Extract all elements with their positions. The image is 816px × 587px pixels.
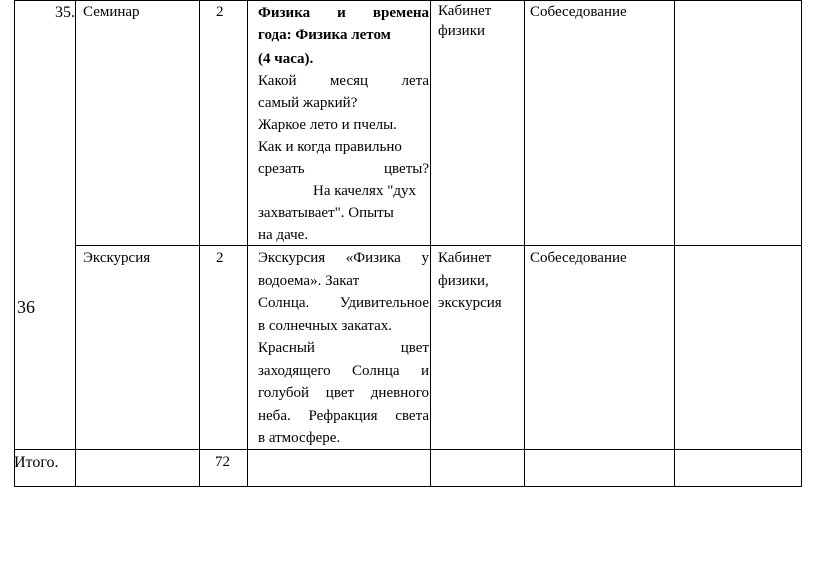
- total-label: Итого.: [14, 454, 59, 471]
- topic-title-line: года: Физика летом: [258, 27, 391, 43]
- topic-line: захватывает". Опыты: [258, 205, 394, 221]
- topic-title-line: Физика и времена: [258, 5, 429, 21]
- column-divider: [674, 0, 675, 487]
- table-bottom-border: [14, 486, 802, 487]
- place-line: физики,: [438, 272, 489, 289]
- place-line: физики: [438, 23, 486, 39]
- lesson-control: Собеседование: [530, 4, 627, 20]
- topic-line: Солнца. Удивительное: [258, 295, 429, 311]
- topic-line: в солнечных закатах.: [258, 317, 393, 334]
- column-divider: [247, 0, 248, 487]
- place-line: Кабинет: [438, 3, 492, 19]
- topic-line: заходящего Солнца и: [258, 362, 429, 379]
- row-number-35: 35.: [55, 4, 75, 21]
- topic-line: неба. Рефракция света: [258, 407, 429, 424]
- column-divider: [430, 0, 431, 487]
- topic-line: в атмосфере.: [258, 430, 341, 446]
- lesson-form: Семинар: [83, 4, 140, 20]
- topic-line: Красный цвет: [258, 340, 429, 356]
- column-divider: [14, 0, 15, 487]
- topic-line: на даче.: [258, 227, 309, 243]
- topic-line: Как и когда правильно: [258, 139, 402, 155]
- column-divider: [199, 0, 200, 487]
- lesson-topic: [258, 247, 429, 450]
- topic-line: самый жаркий?: [258, 95, 358, 111]
- topic-title-extra: (4 часа).: [258, 51, 314, 67]
- row-number-36: 36: [17, 297, 35, 317]
- total-hours: 72: [215, 454, 230, 470]
- place-line: Кабинет: [438, 250, 492, 266]
- topic-line: Жаркое лето и пчелы.: [258, 117, 397, 133]
- plan-table: [14, 0, 802, 487]
- lesson-place: [438, 1, 491, 41]
- lesson-control: Собеседование: [530, 250, 627, 266]
- topic-line: Экскурсия «Физика у: [258, 250, 429, 266]
- lesson-form: Экскурсия: [83, 250, 151, 266]
- lesson-hours: 2: [216, 4, 224, 20]
- column-divider: [75, 0, 76, 487]
- column-divider: [524, 0, 525, 487]
- lesson-topic: [258, 2, 429, 246]
- place-line: экскурсия: [438, 295, 502, 311]
- topic-line: Какой месяц лета: [258, 73, 429, 89]
- table-right-border: [801, 0, 802, 487]
- topic-line: водоема». Закат: [258, 272, 360, 289]
- topic-line: голубой цвет дневного: [258, 385, 429, 401]
- row-divider: [75, 245, 802, 246]
- lesson-place: [438, 247, 502, 315]
- topic-line: срезать цветы?: [258, 161, 429, 177]
- topic-line: На качелях "дух: [313, 183, 416, 199]
- lesson-hours: 2: [216, 250, 224, 266]
